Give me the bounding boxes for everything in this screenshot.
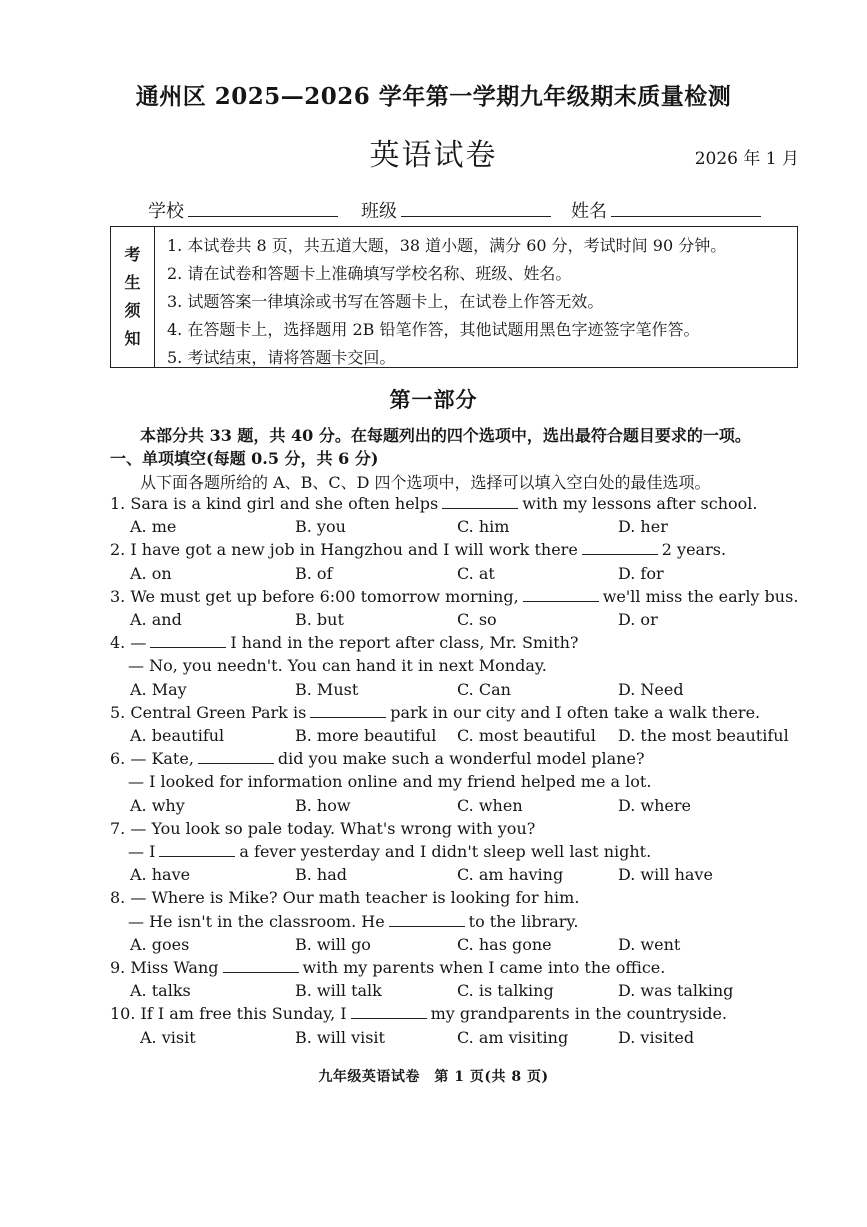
question-1-line — [110, 492, 757, 515]
answer-blank[interactable] — [442, 494, 518, 509]
option-B[interactable]: B. will talk — [295, 981, 382, 1001]
option-B[interactable]: B. more beautiful — [295, 726, 437, 745]
name-label: 姓名 — [571, 201, 607, 222]
notice-item: 5. 考试结束，请将答题卡交回。 — [167, 348, 396, 367]
option-C[interactable]: C. Can — [457, 679, 511, 699]
option-A[interactable]: A. talks — [130, 981, 191, 1001]
option-D[interactable]: D. for — [618, 563, 664, 583]
part-title: 第一部分 — [389, 387, 478, 412]
part-intro: 本部分共 33 题，共 40 分。在每题列出的四个选项中，选出最符合题目要求的一项。 — [140, 426, 751, 445]
question-text: park in our city and I often take a walk there. — [390, 702, 761, 722]
question-text: my grandparents in the countryside. — [430, 1004, 728, 1024]
question-text: 2. I have got a new job in Hangzhou and I will work there — [110, 540, 578, 560]
option-A[interactable]: A. on — [130, 563, 172, 583]
question-2-line — [110, 538, 726, 561]
option-D[interactable]: D. the most beautiful — [618, 726, 789, 745]
question-3-line — [110, 585, 798, 608]
question-text: — I — [128, 842, 156, 861]
question-6-line — [110, 747, 645, 770]
option-C[interactable]: C. him — [457, 517, 510, 537]
notice-item: 4. 在答题卡上，选择题用 2B 铅笔作答，其他试题用黑色字迹签字笔作答。 — [167, 320, 700, 339]
option-C[interactable]: C. so — [457, 610, 497, 629]
option-C[interactable]: C. has gone — [457, 934, 552, 954]
answer-blank[interactable] — [150, 633, 226, 648]
question-text: — He isn't in the classroom. He — [128, 911, 385, 931]
option-A[interactable]: A. have — [130, 865, 191, 885]
option-B[interactable]: B. will go — [295, 934, 371, 954]
question-text: a fever yesterday and I didn't sleep well last night. — [239, 842, 652, 861]
option-D[interactable]: D. went — [618, 934, 681, 954]
option-C[interactable]: C. am having — [457, 865, 564, 885]
option-A[interactable]: A. May — [130, 679, 187, 699]
notice-item: 1. 本试卷共 8 页，共五道大题，38 道小题，满分 60 分，考试时间 90 分钟。 — [167, 236, 727, 255]
question-10-line — [110, 1002, 727, 1025]
question-text: 9. Miss Wang — [110, 958, 219, 977]
option-D[interactable]: D. Need — [618, 679, 684, 699]
notice-item: 3. 试题答案一律填涂或书写在答题卡上，在试卷上作答无效。 — [167, 292, 604, 311]
option-D[interactable]: D. visited — [618, 1027, 695, 1047]
question-text: did you make such a wonderful model plane? — [277, 749, 645, 769]
question-text: 1. Sara is a kind girl and she often helps — [110, 494, 439, 513]
question-text: 8. — Where is Mike? Our math teacher is looking for him. — [110, 888, 580, 908]
answer-blank[interactable] — [523, 587, 599, 602]
answer-blank[interactable] — [198, 749, 274, 764]
answer-blank[interactable] — [159, 842, 235, 857]
question-7-line — [128, 840, 651, 863]
exam-subtitle: 英语试卷 — [369, 138, 498, 173]
option-A[interactable]: A. goes — [130, 934, 190, 954]
question-text: 3. We must get up before 6:00 tomorrow morning, — [110, 586, 519, 606]
name-field[interactable] — [571, 197, 761, 223]
question-text: to the library. — [468, 911, 579, 931]
question-text: with my parents when I came into the office. — [302, 958, 666, 977]
answer-blank[interactable] — [310, 703, 386, 718]
option-A[interactable]: A. and — [130, 610, 182, 629]
option-D[interactable]: D. will have — [618, 865, 713, 885]
section-instruction: 从下面各题所给的 A、B、C、D 四个选项中，选择可以填入空白处的最佳选项。 — [140, 473, 711, 492]
option-B[interactable]: B. how — [295, 795, 351, 815]
section-heading: 一、单项填空(每题 0.5 分，共 6 分) — [110, 449, 379, 468]
option-C[interactable]: C. when — [457, 795, 523, 815]
answer-blank[interactable] — [223, 958, 299, 973]
option-C[interactable]: C. most beautiful — [457, 726, 596, 745]
answer-blank[interactable] — [351, 1004, 427, 1019]
question-9-line — [110, 956, 665, 979]
option-B[interactable]: B. will visit — [295, 1027, 385, 1047]
name-line — [611, 198, 761, 217]
exam-date: 2026 年 1 月 — [694, 149, 799, 169]
question-4-line — [110, 631, 579, 654]
option-D[interactable]: D. or — [618, 610, 658, 629]
question-7-line — [110, 817, 535, 840]
school-field[interactable] — [148, 197, 338, 223]
question-5-line — [110, 701, 760, 724]
question-text: 5. Central Green Park is — [110, 702, 307, 722]
notice-heading: 考 生 须 知 — [111, 227, 155, 367]
school-line — [188, 198, 338, 217]
question-4-line — [128, 654, 547, 677]
question-8-line — [128, 910, 578, 933]
notice-list — [167, 232, 791, 372]
question-text: 4. — — [110, 633, 147, 653]
question-text: we'll miss the early bus. — [602, 586, 799, 606]
question-text: 6. — Kate, — [110, 749, 194, 769]
notice-item: 2. 请在试卷和答题卡上准确填写学校名称、班级、姓名。 — [167, 264, 572, 283]
option-B[interactable]: B. had — [295, 865, 348, 885]
option-C[interactable]: C. at — [457, 563, 495, 583]
option-D[interactable]: D. her — [618, 517, 668, 537]
exam-title: 通州区 2025—2026 学年第一学期九年级期末质量检测 — [135, 83, 732, 110]
question-text: 10. If I am free this Sunday, I — [110, 1004, 347, 1024]
student-info-row — [148, 197, 768, 225]
option-A[interactable]: A. why — [130, 795, 185, 815]
option-C[interactable]: C. is talking — [457, 981, 554, 1001]
option-D[interactable]: D. was talking — [618, 981, 734, 1001]
option-B[interactable]: B. of — [295, 563, 333, 583]
page-footer: 九年级英语试卷 第 1 页(共 8 页) — [318, 1069, 549, 1085]
option-B[interactable]: B. Must — [295, 679, 359, 699]
option-C[interactable]: C. am visiting — [457, 1027, 569, 1047]
school-label: 学校 — [148, 201, 184, 222]
question-text: — I looked for information online and my friend helped me a lot. — [128, 772, 652, 792]
question-text: — No, you needn't. You can hand it in next Monday. — [128, 656, 547, 676]
option-D[interactable]: D. where — [618, 795, 692, 815]
answer-blank[interactable] — [582, 540, 658, 555]
question-text: with my lessons after school. — [522, 494, 758, 513]
answer-blank[interactable] — [389, 912, 465, 927]
option-A[interactable]: A. visit — [140, 1027, 196, 1047]
class-label: 班级 — [361, 201, 397, 222]
notice-box — [110, 226, 798, 368]
question-text: 7. — You look so pale today. What's wrong with you? — [110, 818, 536, 838]
class-field[interactable] — [361, 197, 551, 223]
option-B[interactable]: B. you — [295, 517, 346, 537]
question-text: 2 years. — [661, 540, 727, 560]
question-8-line — [110, 886, 579, 909]
question-text: I hand in the report after class, Mr. Smith? — [230, 633, 579, 653]
class-line — [401, 198, 551, 217]
option-B[interactable]: B. but — [295, 610, 344, 629]
option-A[interactable]: A. beautiful — [130, 726, 225, 745]
option-A[interactable]: A. me — [130, 517, 177, 537]
question-6-line — [128, 770, 651, 793]
